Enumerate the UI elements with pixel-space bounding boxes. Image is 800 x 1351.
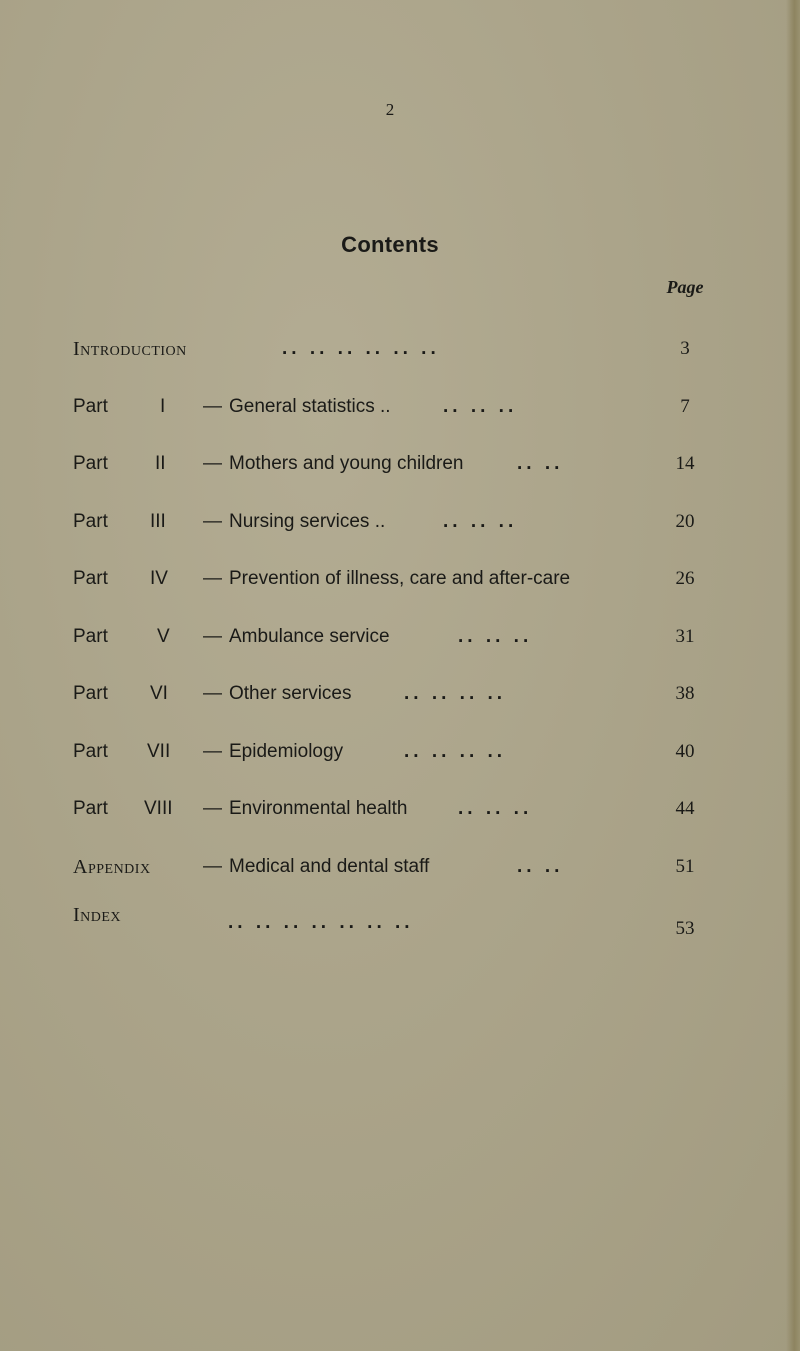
toc-page-number: 26	[675, 568, 695, 589]
toc-page-number: 40	[675, 741, 695, 762]
toc-page-number: 53	[675, 918, 695, 939]
toc-entry-title: General statistics ..	[229, 396, 391, 417]
toc-label: Part	[73, 798, 108, 819]
toc-page-number: 3	[680, 338, 690, 359]
toc-entry-title: Environmental health	[229, 798, 408, 819]
toc-row-part-6[interactable]	[0, 683, 800, 711]
toc-part-number: VI	[150, 683, 168, 704]
toc-row-introduction[interactable]	[0, 338, 800, 366]
toc-leader: .. .. ..	[443, 396, 518, 417]
toc-label: Part	[73, 453, 108, 474]
toc-leader: .. ..	[517, 453, 564, 474]
toc-leader: .. .. .. .. .. ..	[282, 338, 440, 359]
toc-page-number: 38	[675, 683, 695, 704]
toc-part-number: IV	[150, 568, 168, 589]
toc-row-part-3[interactable]	[0, 511, 800, 539]
toc-dash: —	[203, 396, 222, 417]
toc-row-appendix[interactable]	[0, 856, 800, 884]
toc-label: Part	[73, 626, 108, 647]
toc-label: Introduction	[73, 338, 187, 360]
toc-row-part-2[interactable]	[0, 453, 800, 481]
toc-leader: .. .. ..	[458, 798, 533, 819]
toc-dash: —	[203, 798, 222, 819]
toc-part-number: II	[155, 453, 166, 474]
toc-dash: —	[203, 453, 222, 474]
toc-row-part-5[interactable]	[0, 626, 800, 654]
toc-label: Part	[73, 568, 108, 589]
toc-leader: .. .. .. .. .. .. ..	[228, 912, 414, 933]
page-column-header: Page	[666, 277, 704, 297]
toc-part-number: III	[150, 511, 166, 532]
toc-label: Index	[73, 904, 122, 926]
page-number: 2	[385, 100, 395, 119]
toc-label: Part	[73, 396, 108, 417]
toc-page-number: 44	[675, 798, 695, 819]
toc-entry-title: Epidemiology	[229, 741, 344, 762]
toc-label: Part	[73, 511, 108, 532]
toc-entry-title: Ambulance service	[229, 626, 390, 647]
toc-entry-title: Mothers and young children	[229, 453, 464, 474]
toc-page-number: 20	[675, 511, 695, 532]
toc-label: Part	[73, 741, 108, 762]
toc-entry-title: Prevention of illness, care and after-care	[229, 568, 571, 589]
toc-entry-title: Other services	[229, 683, 352, 704]
toc-label: Part	[73, 683, 108, 704]
toc-page-number: 14	[675, 453, 695, 474]
toc-dash: —	[203, 568, 222, 589]
toc-entry-title: Medical and dental staff	[229, 856, 430, 877]
toc-leader: .. .. ..	[443, 511, 518, 532]
toc-dash: —	[203, 511, 222, 532]
toc-part-number: I	[160, 396, 166, 417]
toc-dash: —	[203, 741, 222, 762]
toc-dash: —	[203, 626, 222, 647]
toc-row-part-7[interactable]	[0, 741, 800, 769]
toc-page-number: 7	[680, 396, 690, 417]
toc-row-part-8[interactable]	[0, 798, 800, 826]
toc-entry-title: Nursing services ..	[229, 511, 386, 532]
page-title: Contents	[341, 232, 439, 257]
toc-dash: —	[203, 683, 222, 704]
toc-row-part-1[interactable]	[0, 396, 800, 424]
toc-page-number: 31	[675, 626, 695, 647]
toc-row-index[interactable]	[0, 904, 800, 939]
toc-part-number: V	[157, 626, 170, 647]
toc-dash: —	[203, 856, 222, 877]
toc-row-part-4[interactable]	[0, 568, 800, 596]
toc-leader: .. .. .. ..	[404, 741, 507, 762]
toc-part-number: VII	[147, 741, 171, 762]
toc-page-number: 51	[675, 856, 695, 877]
toc-label: Appendix	[73, 856, 151, 878]
toc-part-number: VIII	[144, 798, 173, 819]
toc-leader: .. .. .. ..	[404, 683, 507, 704]
toc-leader: .. ..	[517, 856, 564, 877]
toc-leader: .. .. ..	[458, 626, 533, 647]
